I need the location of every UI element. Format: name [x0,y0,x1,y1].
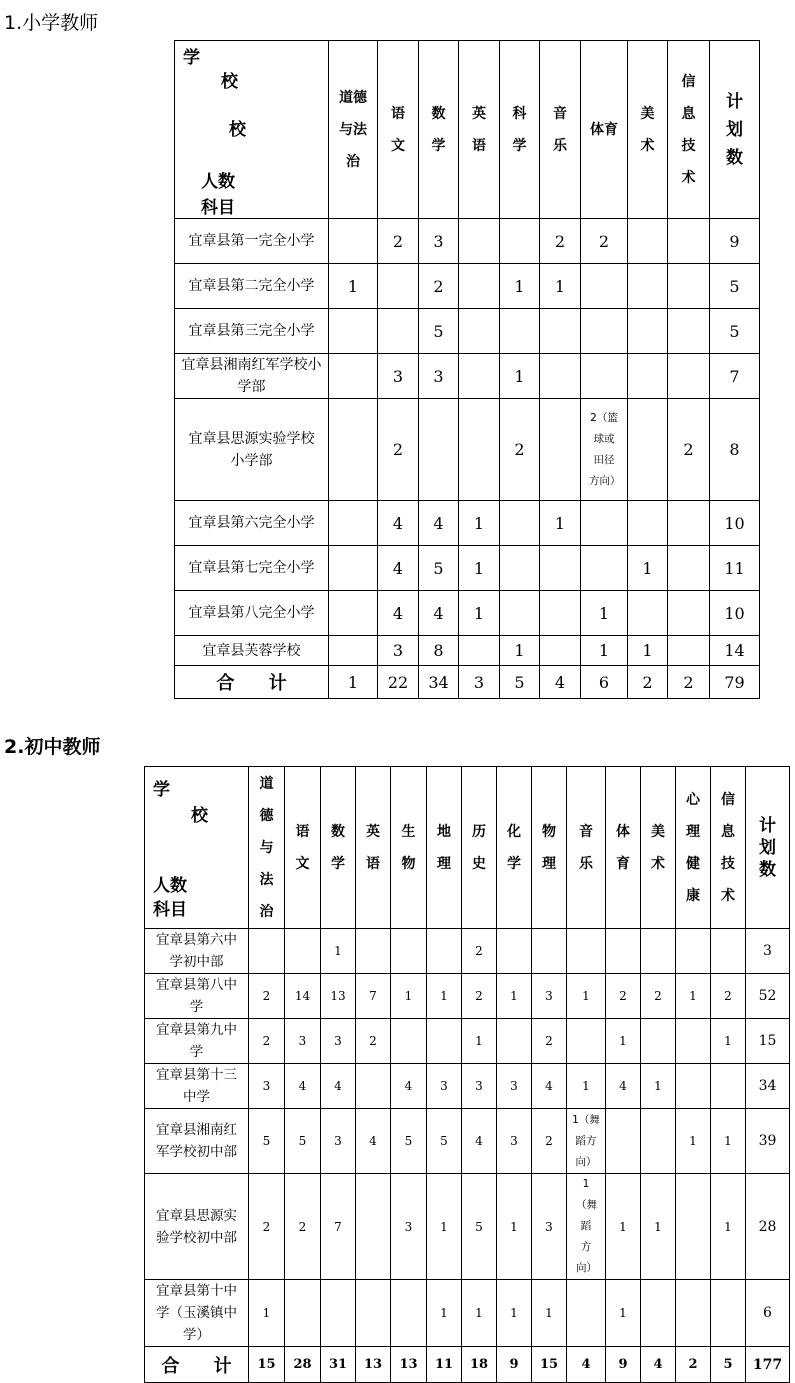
school-name-cell: 宜章县湘南红军学校小学部 [175,354,329,399]
data-cell: 4 [356,1109,391,1174]
table-row [145,1019,790,1064]
column-header: 数学 [419,41,459,219]
data-cell [356,1064,391,1109]
total-cell: 13 [356,1347,391,1383]
column-header: 计划数 [746,767,790,929]
data-cell [641,1109,676,1174]
table-header-row [175,41,760,219]
data-cell [668,636,710,666]
column-header: 语文 [285,767,321,929]
data-cell: 2 [249,1019,285,1064]
corner-school-label: 学 [153,780,170,800]
data-cell: 2 [462,974,497,1019]
data-cell: 7 [321,1174,356,1280]
junior-section-title: 2.初中教师 [4,736,101,758]
column-header: 生物 [391,767,427,929]
data-cell: 5 [419,546,459,591]
total-cell: 15 [249,1347,285,1383]
data-cell: 3 [321,1019,356,1064]
data-cell: 1 [500,354,540,399]
data-cell [641,1280,676,1347]
data-cell [391,1280,427,1347]
table-row [175,501,760,546]
column-header: 音乐 [540,41,581,219]
data-cell: 3 [391,1174,427,1280]
data-cell: 1 [567,974,606,1019]
total-cell: 31 [321,1347,356,1383]
data-cell: 2 [462,929,497,974]
total-cell: 4 [540,666,581,699]
data-cell [321,1280,356,1347]
table-row [145,1109,790,1174]
data-cell: 1 [606,1019,641,1064]
primary-teacher-table [174,40,760,699]
data-cell [500,309,540,354]
data-cell [459,354,500,399]
data-cell: 34 [746,1064,790,1109]
data-cell [628,309,668,354]
data-cell: 9 [710,219,760,264]
table-row [145,929,790,974]
school-name-cell: 宜章县思源实验学校初中部 [145,1174,249,1280]
data-cell: 1 [540,264,581,309]
column-header: 英语 [356,767,391,929]
data-cell: 1 [567,1064,606,1109]
data-cell: 1 [329,264,378,309]
total-cell: 15 [532,1347,567,1383]
data-cell: 1 [711,1174,746,1280]
corner-school-label: 校 [191,806,208,826]
data-cell: 10 [710,501,760,546]
total-cell: 13 [391,1347,427,1383]
data-cell [668,219,710,264]
table-header-row [145,767,790,929]
data-cell [581,264,628,309]
column-header: 信息技术 [711,767,746,929]
data-cell: 15 [746,1019,790,1064]
data-cell [668,354,710,399]
data-cell: 3 [532,1174,567,1280]
table-row [175,264,760,309]
data-cell [668,546,710,591]
corner-count-label: 人数 [153,876,187,896]
data-cell [459,309,500,354]
data-cell [567,1019,606,1064]
total-row [175,666,760,699]
total-cell: 18 [462,1347,497,1383]
school-name-cell: 宜章县芙蓉学校 [175,636,329,666]
school-name-cell: 宜章县第九中学 [145,1019,249,1064]
data-cell: 3 [497,1109,532,1174]
column-header: 美术 [628,41,668,219]
data-cell: 5 [391,1109,427,1174]
data-cell: 2 [606,974,641,1019]
corner-subject-label: 科目 [153,900,187,920]
data-cell [249,929,285,974]
data-cell [329,399,378,501]
data-cell [668,501,710,546]
data-cell [285,929,321,974]
data-cell: 1 [459,546,500,591]
data-cell: 1 [641,1174,676,1280]
data-cell [540,309,581,354]
corner-school-label: 校 [229,120,246,140]
data-cell: 1 [532,1280,567,1347]
data-cell: 5 [462,1174,497,1280]
data-cell [581,501,628,546]
data-cell: 1 [459,501,500,546]
data-cell [497,1019,532,1064]
column-header: 语文 [378,41,419,219]
data-cell [500,501,540,546]
data-cell [628,399,668,501]
data-cell: 52 [746,974,790,1019]
data-cell: 5 [710,264,760,309]
column-header: 体育 [581,41,628,219]
total-cell: 2 [676,1347,711,1383]
total-cell: 28 [285,1347,321,1383]
data-cell [676,1064,711,1109]
total-label: 合 计 [175,666,329,699]
data-cell [419,399,459,501]
data-cell: 1 [628,546,668,591]
column-header: 计划数 [710,41,760,219]
total-cell: 4 [641,1347,676,1383]
data-cell: 1 [500,264,540,309]
data-cell [427,929,462,974]
primary-section-title: 1.小学教师 [4,12,99,34]
data-cell [459,264,500,309]
data-cell: 1 [606,1280,641,1347]
corner-subject-label: 科目 [201,198,235,218]
data-cell [329,219,378,264]
data-cell: 1 [249,1280,285,1347]
data-cell [641,1019,676,1064]
column-header: 英语 [459,41,500,219]
data-cell [606,929,641,974]
data-cell: 2 [249,1174,285,1280]
total-row [145,1347,790,1383]
data-cell [329,591,378,636]
data-cell [628,591,668,636]
total-cell: 22 [378,666,419,699]
data-cell [459,636,500,666]
data-cell: 4 [321,1064,356,1109]
data-cell: 1 [459,591,500,636]
data-cell [500,219,540,264]
data-cell [606,1109,641,1174]
data-cell: 1 [540,501,581,546]
data-cell: 5 [419,309,459,354]
data-cell: 1 [462,1280,497,1347]
data-cell: 1 [676,1109,711,1174]
data-cell: 1 [628,636,668,666]
school-name-cell: 宜章县第十三中学 [145,1064,249,1109]
data-cell: 13 [321,974,356,1019]
column-header: 物理 [532,767,567,929]
data-cell: 1 [676,974,711,1019]
table-row [175,636,760,666]
data-cell [668,309,710,354]
data-cell: 2 [532,1109,567,1174]
data-cell: 1 [427,1280,462,1347]
data-cell [356,929,391,974]
column-header: 心理健康 [676,767,711,929]
data-cell [628,219,668,264]
data-cell [676,1280,711,1347]
column-header: 地理 [427,767,462,929]
data-cell: 3 [378,354,419,399]
table-row [145,1064,790,1109]
data-cell [329,309,378,354]
data-cell [329,636,378,666]
column-header: 数学 [321,767,356,929]
data-cell: 3 [427,1064,462,1109]
data-cell [285,1280,321,1347]
data-cell: 4 [378,546,419,591]
data-cell: 1 [497,1174,532,1280]
data-cell: 1 [462,1019,497,1064]
data-cell: 4 [532,1064,567,1109]
data-cell [500,546,540,591]
school-name-cell: 宜章县第一完全小学 [175,219,329,264]
data-cell [540,546,581,591]
data-cell [378,309,419,354]
column-header: 化学 [497,767,532,929]
data-cell [540,399,581,501]
column-header: 音乐 [567,767,606,929]
data-cell [427,1019,462,1064]
data-cell [628,501,668,546]
data-cell: 11 [710,546,760,591]
data-cell: 2 [249,974,285,1019]
data-cell: 2 [711,974,746,1019]
total-label: 合 计 [145,1347,249,1383]
data-cell: 2 [419,264,459,309]
data-cell: 3 [285,1019,321,1064]
data-cell [628,264,668,309]
column-header: 道德与法治 [329,41,378,219]
data-cell [676,1019,711,1064]
corner-school-label: 校 [221,72,238,92]
data-cell: 2 [641,974,676,1019]
data-cell: 1 [497,974,532,1019]
data-cell: 5 [710,309,760,354]
data-cell: 1 [711,1109,746,1174]
data-cell [628,354,668,399]
total-cell: 4 [567,1347,606,1383]
data-cell: 1 [606,1174,641,1280]
column-header: 历史 [462,767,497,929]
total-cell: 177 [746,1347,790,1383]
column-header: 科学 [500,41,540,219]
data-cell [581,309,628,354]
header-corner-cell [145,767,249,929]
data-cell: 2 [285,1174,321,1280]
data-cell [567,929,606,974]
data-cell [540,636,581,666]
data-cell-note: 1（舞蹈方向） [567,1109,606,1174]
column-header: 体育 [606,767,641,929]
data-cell [711,1064,746,1109]
column-header: 道德与法治 [249,767,285,929]
data-cell [532,929,567,974]
data-cell [711,929,746,974]
total-cell: 2 [628,666,668,699]
data-cell: 39 [746,1109,790,1174]
data-cell [391,929,427,974]
total-cell: 11 [427,1347,462,1383]
data-cell: 2 [378,219,419,264]
table-row [175,354,760,399]
school-name-cell: 宜章县第六完全小学 [175,501,329,546]
data-cell [378,264,419,309]
total-cell: 6 [581,666,628,699]
data-cell: 2 [668,399,710,501]
data-cell: 3 [321,1109,356,1174]
data-cell: 1 [641,1064,676,1109]
data-cell: 2 [356,1019,391,1064]
school-name-cell: 宜章县第七完全小学 [175,546,329,591]
data-cell: 2 [581,219,628,264]
data-cell: 4 [391,1064,427,1109]
data-cell [391,1019,427,1064]
data-cell: 1 [427,974,462,1019]
data-cell [329,354,378,399]
table-row [175,591,760,636]
data-cell: 3 [249,1064,285,1109]
school-name-cell: 宜章县第六中学初中部 [145,929,249,974]
data-cell: 4 [378,591,419,636]
school-name-cell: 宜章县第三完全小学 [175,309,329,354]
school-name-cell: 宜章县第八中学 [145,974,249,1019]
data-cell [459,399,500,501]
junior-teacher-table [144,766,790,1383]
corner-school-label: 学 [183,48,200,68]
total-cell: 5 [711,1347,746,1383]
data-cell: 1 [500,636,540,666]
data-cell: 7 [710,354,760,399]
data-cell [500,591,540,636]
table-row [175,399,760,501]
data-cell-note: 1（舞蹈方向） [567,1174,606,1280]
data-cell [641,929,676,974]
data-cell: 3 [378,636,419,666]
data-cell: 8 [419,636,459,666]
data-cell: 5 [249,1109,285,1174]
data-cell: 7 [356,974,391,1019]
data-cell: 1 [497,1280,532,1347]
data-cell: 1 [711,1019,746,1064]
data-cell: 4 [419,501,459,546]
total-cell: 9 [497,1347,532,1383]
total-cell: 3 [459,666,500,699]
data-cell [581,546,628,591]
total-cell: 9 [606,1347,641,1383]
table-row [175,309,760,354]
total-cell: 1 [329,666,378,699]
total-cell: 5 [500,666,540,699]
data-cell: 10 [710,591,760,636]
data-cell: 3 [532,974,567,1019]
data-cell: 4 [606,1064,641,1109]
data-cell: 4 [462,1109,497,1174]
data-cell [581,354,628,399]
column-header: 美术 [641,767,676,929]
column-header: 信息技术 [668,41,710,219]
data-cell [459,219,500,264]
data-cell: 2 [532,1019,567,1064]
school-name-cell: 宜章县湘南红军学校初中部 [145,1109,249,1174]
data-cell: 2 [540,219,581,264]
school-name-cell: 宜章县第十中学（玉溪镇中学） [145,1280,249,1347]
data-cell [329,501,378,546]
data-cell [711,1280,746,1347]
data-cell: 4 [378,501,419,546]
data-cell: 1 [427,1174,462,1280]
total-cell: 79 [710,666,760,699]
header-corner-cell [175,41,329,219]
data-cell: 1 [581,636,628,666]
data-cell [497,929,532,974]
table-row [175,546,760,591]
data-cell: 3 [462,1064,497,1109]
data-cell: 3 [419,354,459,399]
data-cell [356,1280,391,1347]
school-name-cell: 宜章县思源实验学校小学部 [175,399,329,501]
data-cell: 14 [710,636,760,666]
data-cell [540,354,581,399]
data-cell [329,546,378,591]
data-cell [676,929,711,974]
data-cell: 5 [285,1109,321,1174]
data-cell: 28 [746,1174,790,1280]
data-cell: 1 [581,591,628,636]
data-cell: 14 [285,974,321,1019]
data-cell [668,591,710,636]
data-cell [567,1280,606,1347]
school-name-cell: 宜章县第二完全小学 [175,264,329,309]
total-cell: 34 [419,666,459,699]
data-cell: 1 [321,929,356,974]
data-cell: 1 [391,974,427,1019]
data-cell: 2 [500,399,540,501]
data-cell: 4 [285,1064,321,1109]
table-row [175,219,760,264]
data-cell [540,591,581,636]
data-cell: 8 [710,399,760,501]
data-cell [676,1174,711,1280]
data-cell-note: 2（篮球或田径方向） [581,399,628,501]
data-cell [668,264,710,309]
corner-count-label: 人数 [201,172,235,192]
data-cell: 3 [497,1064,532,1109]
data-cell [356,1174,391,1280]
table-row [145,1174,790,1280]
data-cell: 3 [419,219,459,264]
data-cell: 6 [746,1280,790,1347]
table-row [145,1280,790,1347]
data-cell: 5 [427,1109,462,1174]
school-name-cell: 宜章县第八完全小学 [175,591,329,636]
data-cell: 4 [419,591,459,636]
table-row [145,974,790,1019]
total-cell: 2 [668,666,710,699]
data-cell: 2 [378,399,419,501]
data-cell: 3 [746,929,790,974]
